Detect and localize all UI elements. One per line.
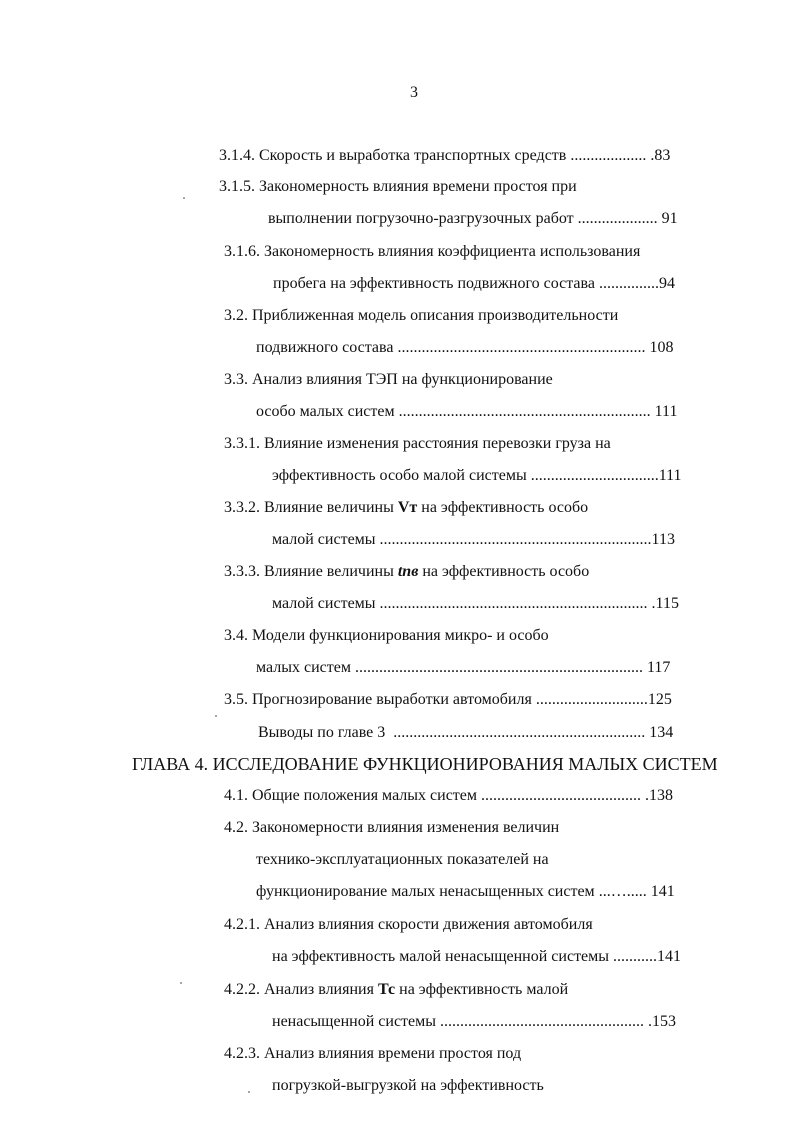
toc-leader: ................................................... xyxy=(440,1013,649,1030)
toc-title: малой системы xyxy=(272,531,380,548)
toc-title: на эффективность малой ненасыщенной системы xyxy=(272,948,614,965)
toc-page: .115 xyxy=(651,595,679,612)
toc-leader: ................................ xyxy=(530,467,659,484)
toc-leader: ............................ xyxy=(535,691,648,708)
toc-title: 3.1.6. Закономерность влияния коэффициента использования xyxy=(224,243,641,260)
toc-page: 141 xyxy=(650,883,675,900)
toc-title: погрузкой-выгрузкой на эффективность xyxy=(272,1077,544,1094)
toc-title: 3.1.5. Закономерность влияния времени простоя при xyxy=(219,178,577,195)
toc-title: 3.4. Модели функционирования микро- и особо xyxy=(224,627,549,644)
toc-title: на эффективность особо xyxy=(418,563,590,580)
toc-leader: ............................................................... xyxy=(398,403,655,420)
toc-leader: ...…..... xyxy=(598,883,651,900)
toc-title: 3.3. Анализ влияния ТЭП на функционирование xyxy=(224,371,553,388)
toc-leader: .................................................................... xyxy=(379,531,652,548)
toc-page: 111 xyxy=(658,467,682,484)
toc-title: 4.2. Закономерности влияния изменения величин xyxy=(224,819,560,836)
toc-title: 4.2.3. Анализ влияния времени простоя под xyxy=(224,1045,522,1062)
toc-leader: .............................................................. xyxy=(397,339,650,356)
page-number: 3 xyxy=(410,84,418,101)
toc-title: пробега на эффективность подвижного состава xyxy=(273,275,599,292)
toc-title: малых систем xyxy=(256,659,355,676)
toc-page: .138 xyxy=(645,787,674,804)
toc-page: 94 xyxy=(658,275,675,292)
toc-title: 3.5. Прогнозирование выработки автомобиля xyxy=(224,691,536,708)
toc-title: 3.2. Приближенная модель описания производительности xyxy=(224,307,619,324)
scan-speck xyxy=(183,197,185,199)
toc-title: технико-эксплуатационных показателей на xyxy=(256,851,549,868)
toc-leader: ............... xyxy=(598,275,659,292)
toc-leader: ........................................................................ xyxy=(354,659,647,676)
toc-page: 134 xyxy=(649,724,674,741)
toc-title: 4.2.2. Анализ влияния xyxy=(224,981,378,998)
toc-title: на эффективность малой xyxy=(395,981,569,998)
toc-title: функционирование малых ненасыщенных систем xyxy=(256,883,599,900)
toc-title: на эффективность особо xyxy=(417,499,589,516)
toc-title: малой системы xyxy=(272,595,380,612)
toc-page: 141 xyxy=(657,948,682,965)
chapter-title: ГЛАВА 4. ИССЛЕДОВАНИЕ ФУНКЦИОНИРОВАНИЯ МАЛЫХ СИСТЕМ xyxy=(132,754,718,774)
toc-title: 4.1. Общие положения малых систем xyxy=(224,787,482,804)
toc-title: подвижного состава xyxy=(256,339,398,356)
toc-leader: ........... xyxy=(613,948,658,965)
toc-entry-4-2-3-cont xyxy=(256,1056,544,1116)
toc-title: 4.2.1. Анализ влияния скорости движения автомобиля xyxy=(224,916,593,933)
toc-page: 113 xyxy=(651,531,675,548)
toc-leader: ........................................ xyxy=(481,787,646,804)
toc-page: 108 xyxy=(649,339,674,356)
toc-page: 111 xyxy=(654,403,678,420)
toc-leader: ................................................................... xyxy=(379,595,652,612)
toc-title: Выводы по главе 3 xyxy=(258,724,394,741)
toc-title: эффективность особо малой системы xyxy=(272,467,531,484)
symbol-tc: Тс xyxy=(377,981,396,998)
toc-title: ненасыщенной системы xyxy=(272,1013,441,1030)
toc-page: 91 xyxy=(661,210,678,227)
symbol-tpv: tпв xyxy=(397,563,419,580)
scan-speck xyxy=(180,982,182,984)
symbol-vt: Vт xyxy=(397,499,418,516)
toc-page: 125 xyxy=(647,691,672,708)
scan-speck xyxy=(215,715,217,717)
scan-speck xyxy=(248,1091,250,1093)
toc-leader: .................... xyxy=(577,210,662,227)
toc-leader: ................... xyxy=(570,147,651,164)
toc-page: .83 xyxy=(650,147,671,164)
toc-page: 117 xyxy=(646,659,671,676)
toc-leader: ............................................................... xyxy=(393,724,650,741)
toc-title: 3.3.3. Влияние величины xyxy=(224,563,398,580)
toc-title: 3.3.1. Влияние изменения расстояния перевозки груза на xyxy=(224,435,611,452)
toc-title: 3.1.4. Скорость и выработка транспортных средств xyxy=(219,147,571,164)
toc-title: 3.3.2. Влияние величины xyxy=(224,499,398,516)
toc-page: .153 xyxy=(648,1013,677,1030)
toc-title: особо малых систем xyxy=(256,403,399,420)
toc-title: выполнении погрузочно-разгрузочных работ xyxy=(268,210,578,227)
